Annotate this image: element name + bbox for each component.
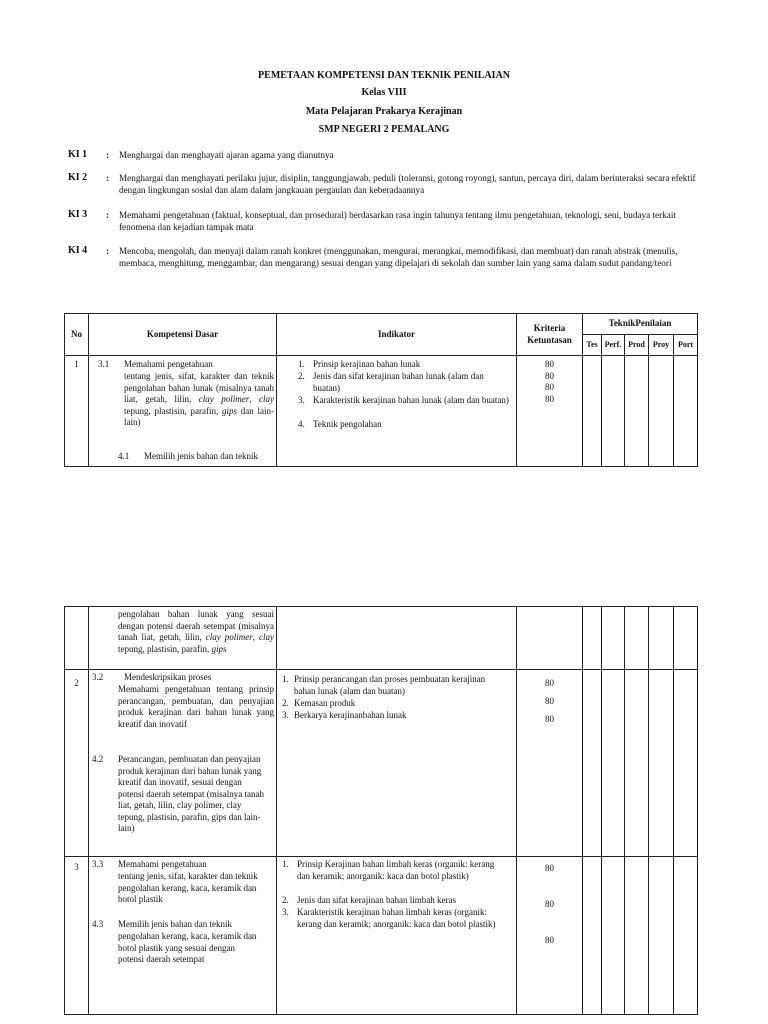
row-number: 2 <box>65 670 89 857</box>
kd-text <box>124 371 274 429</box>
ind-number: 2. <box>298 371 305 381</box>
header-prod: Prod <box>625 335 649 356</box>
kd-text-first: Mendeskripsikan proses <box>124 672 212 682</box>
proy-cell <box>649 356 674 467</box>
perf-cell <box>602 857 625 1015</box>
kd-number: 3.3 <box>92 859 104 869</box>
ind-number: 3. <box>282 907 289 917</box>
row-number: 3 <box>65 857 89 1015</box>
kd-text: Memahami pengetahuan tentang prinsip perancangan, pembuatan, dan penyajian produk kerajinan dari bahan lunak yang kreatif dan inovatif <box>118 684 274 729</box>
ki-colon: : <box>106 173 110 183</box>
kd-italic: clay polimer <box>205 632 253 642</box>
ki-text: Memahami pengetahuan (faktual, konseptual, dan prosedural) berdasarkan rasa ingin tahunya tentang ilmu pengetahuan, teknologi, seni, budaya terkait fenomena dan kejadian tampak mata <box>119 210 676 232</box>
proy-cell <box>649 857 674 1015</box>
tes-cell <box>583 857 602 1015</box>
kd-text-part: pengolahan bahan lunak yang sesuai dengan potensi daerah setempat (misalnya tanah liat, getah, lilin, <box>118 609 274 642</box>
ind-text: Berkarya kerajinanbahan lunak <box>294 710 407 720</box>
ki-text: Menghargai dan menghayati perilaku jujur, disiplin, tanggungjawab, peduli (toleransi, gotong royong), santun, percaya diri, dalam berinteraksi secara efektif dengan lingkungan sosial dan alam dalam jangkauan pergaulan dan keberadaannya <box>119 173 696 195</box>
ind-number: 2. <box>282 895 289 905</box>
indikator-cell <box>277 356 517 467</box>
tes-cell <box>583 670 602 857</box>
kriteria-cell <box>517 670 583 857</box>
kd-text-part: dan lain-lain) <box>124 405 274 427</box>
kriteria-value: 80 <box>545 899 554 909</box>
row-number: 1 <box>65 356 89 467</box>
prod-cell <box>625 857 649 1015</box>
prod-cell <box>625 670 649 857</box>
doc-title: PEMETAAN KOMPETENSI DAN TEKNIK PENILAIAN <box>258 70 510 81</box>
kriteria-value: 80 <box>545 935 554 945</box>
ki-label: KI 1 <box>68 149 88 160</box>
kriteria-value: 80 <box>545 359 554 369</box>
ki-colon: : <box>106 150 110 160</box>
perf-cell <box>602 356 625 467</box>
kd-italic: clay <box>259 394 274 404</box>
indikator-cell <box>277 857 517 1015</box>
ind-text: Karakteristik kerajinan bahan lunak (alam dan buatan) <box>313 395 509 405</box>
competency-table-part1 <box>64 313 698 467</box>
ki-colon: : <box>106 246 110 256</box>
tes-cell <box>583 607 602 670</box>
ind-text: Teknik pengolahan <box>313 419 382 429</box>
ind-text: Prinsip Kerajinan bahan limbah keras (organik: kerang dan keramik; anorganik: kaca dan botol plastik) <box>297 859 495 881</box>
ki-text: Menghargai dan menghayati ajaran agama yang dianutnya <box>119 150 334 160</box>
kriteria-value: 80 <box>545 696 554 706</box>
kriteria-cell <box>517 607 583 670</box>
ind-number: 1. <box>282 674 289 684</box>
perf-cell <box>602 607 625 670</box>
competency-table-part2 <box>64 606 698 1015</box>
doc-subject: Mata Pelajaran Prakarya Kerajinan <box>305 106 463 117</box>
perf-cell <box>602 670 625 857</box>
ki-label: KI 4 <box>68 245 88 256</box>
kd-number: 4.1 <box>118 451 130 461</box>
row-number <box>65 607 89 670</box>
kd-number: 4.3 <box>92 919 104 929</box>
kd-number: 3.2 <box>92 672 104 682</box>
kd-text: pengolahan kerang, kaca, keramik dan botol plastik yang sesuai dengan potensi daerah setempat <box>118 931 257 964</box>
ind-text: Jenis dan sifat kerajinan bahan lunak (alam dan buatan) <box>313 371 484 393</box>
kd-text: Perancangan, pembuatan dan penyajian produk kerajinan dari bahan lunak yang kreatif dan inovatif, sesuai dengan potensi daerah setempat (misalnya tanah liat, getah, lilin, clay polimer, clay tepung, plastisin, parafin, gips dan lain-lain) <box>118 754 264 833</box>
ind-text: Kemasan produk <box>294 698 356 708</box>
table-row <box>65 356 698 467</box>
header-kompetensi-dasar: Kompetensi Dasar <box>89 314 277 356</box>
kd-cell <box>89 857 277 1015</box>
kriteria-cell <box>517 857 583 1015</box>
kd-text: tentang jenis, sifat, karakter dan teknik pengolahan kerang, kaca, keramik dan botol plastik <box>118 871 258 904</box>
prod-cell <box>625 607 649 670</box>
kd-text-first: Memahami pengetahuan <box>124 359 213 369</box>
kriteria-value: 80 <box>545 382 554 392</box>
kd-text-part: tepung, plastisin, parafin, <box>124 405 219 416</box>
ind-number: 4. <box>298 419 305 429</box>
kd-cell <box>89 670 277 857</box>
header-no: No <box>65 314 89 356</box>
kd-text-part: tentang jenis, sifat, karakter dan teknik pengolahan bahan lunak (misalnya tanah liat, getah, lilin, <box>124 371 274 404</box>
ind-number: 3. <box>282 710 289 720</box>
table-row <box>65 607 698 670</box>
tes-cell <box>583 356 602 467</box>
kriteria-value: 80 <box>545 714 554 724</box>
kd-text-part: tepung, plastisin, parafin, <box>118 643 210 654</box>
ki-text: Mencoba, mengolah, dan menyaji dalam ranah konkret (menggunakan, mengurai, merangkai, memodifikasi, dan membuat) dan ranah abstrak (menulis, membaca, menghitung, menggambar, dan mengarang) sesuai dengan yang dipelajari di sekolah dan sumber lain yang sama dalam sudut pandang/teori <box>119 246 678 268</box>
header-proy: Proy <box>649 335 674 356</box>
indikator-cell <box>277 607 517 670</box>
kd-comma: , <box>252 632 256 642</box>
kd-number: 4.2 <box>92 754 104 764</box>
ki-label: KI 3 <box>68 209 88 220</box>
header-perf: Perf. <box>602 335 625 356</box>
header-kriteria: Kriteria Ketuntasan <box>517 314 583 356</box>
ki-label: KI 2 <box>68 172 88 183</box>
table-row <box>65 857 698 1015</box>
proy-cell <box>649 607 674 670</box>
kd-cell <box>89 356 277 467</box>
kriteria-value: 80 <box>545 863 554 873</box>
ind-number: 1. <box>282 859 289 869</box>
indikator-cell <box>277 670 517 857</box>
kriteria-cell <box>517 356 583 467</box>
ind-text: Karakteristik kerajinan bahan limbah keras (organik: kerang dan keramik; anorganik: kaca dan botol plastik) <box>297 907 496 929</box>
ki-colon: : <box>106 210 110 220</box>
port-cell <box>674 857 698 1015</box>
kriteria-value: 80 <box>545 393 554 404</box>
kd-italic: gips <box>221 405 237 416</box>
kd-cell <box>89 607 277 670</box>
kd-italic: gips <box>211 643 227 654</box>
kd-text-first: Memilih jenis bahan dan teknik <box>118 919 232 929</box>
kd-text-first: Memahami pengetahuan <box>118 859 207 869</box>
port-cell <box>674 670 698 857</box>
kd-number: 3.1 <box>98 359 110 369</box>
port-cell <box>674 356 698 467</box>
ind-text: Prinsip perancangan dan proses pembuatan kerajinan bahan lunak (alam dan buatan) <box>294 674 486 696</box>
ind-number: 2. <box>282 698 289 708</box>
kd-text: Memilih jenis bahan dan teknik <box>144 451 258 461</box>
kd-italic: clay <box>259 632 275 642</box>
ind-text: Jenis dan sifat kerajinan bahan limbah keras <box>297 895 456 905</box>
kd-italic: clay polimer <box>198 394 250 404</box>
table-row <box>65 670 698 857</box>
prod-cell <box>625 356 649 467</box>
port-cell <box>674 607 698 670</box>
ind-text: Prinsip kerajinan bahan lunak <box>313 359 421 369</box>
proy-cell <box>649 670 674 857</box>
doc-school: SMP NEGERI 2 PEMALANG <box>318 124 450 135</box>
header-port: Port <box>674 335 698 356</box>
kriteria-value: 80 <box>545 370 554 381</box>
kd-text <box>118 609 274 655</box>
ind-number: 1. <box>298 359 305 369</box>
header-tes: Tes <box>583 335 602 356</box>
doc-class: Kelas VIII <box>361 87 407 98</box>
kriteria-value: 80 <box>545 678 554 688</box>
ind-number: 3. <box>298 395 305 405</box>
header-indikator: Indikator <box>277 314 517 356</box>
header-teknik-penilaian: TeknikPenilaian <box>583 314 698 335</box>
kd-comma: , <box>249 394 252 404</box>
